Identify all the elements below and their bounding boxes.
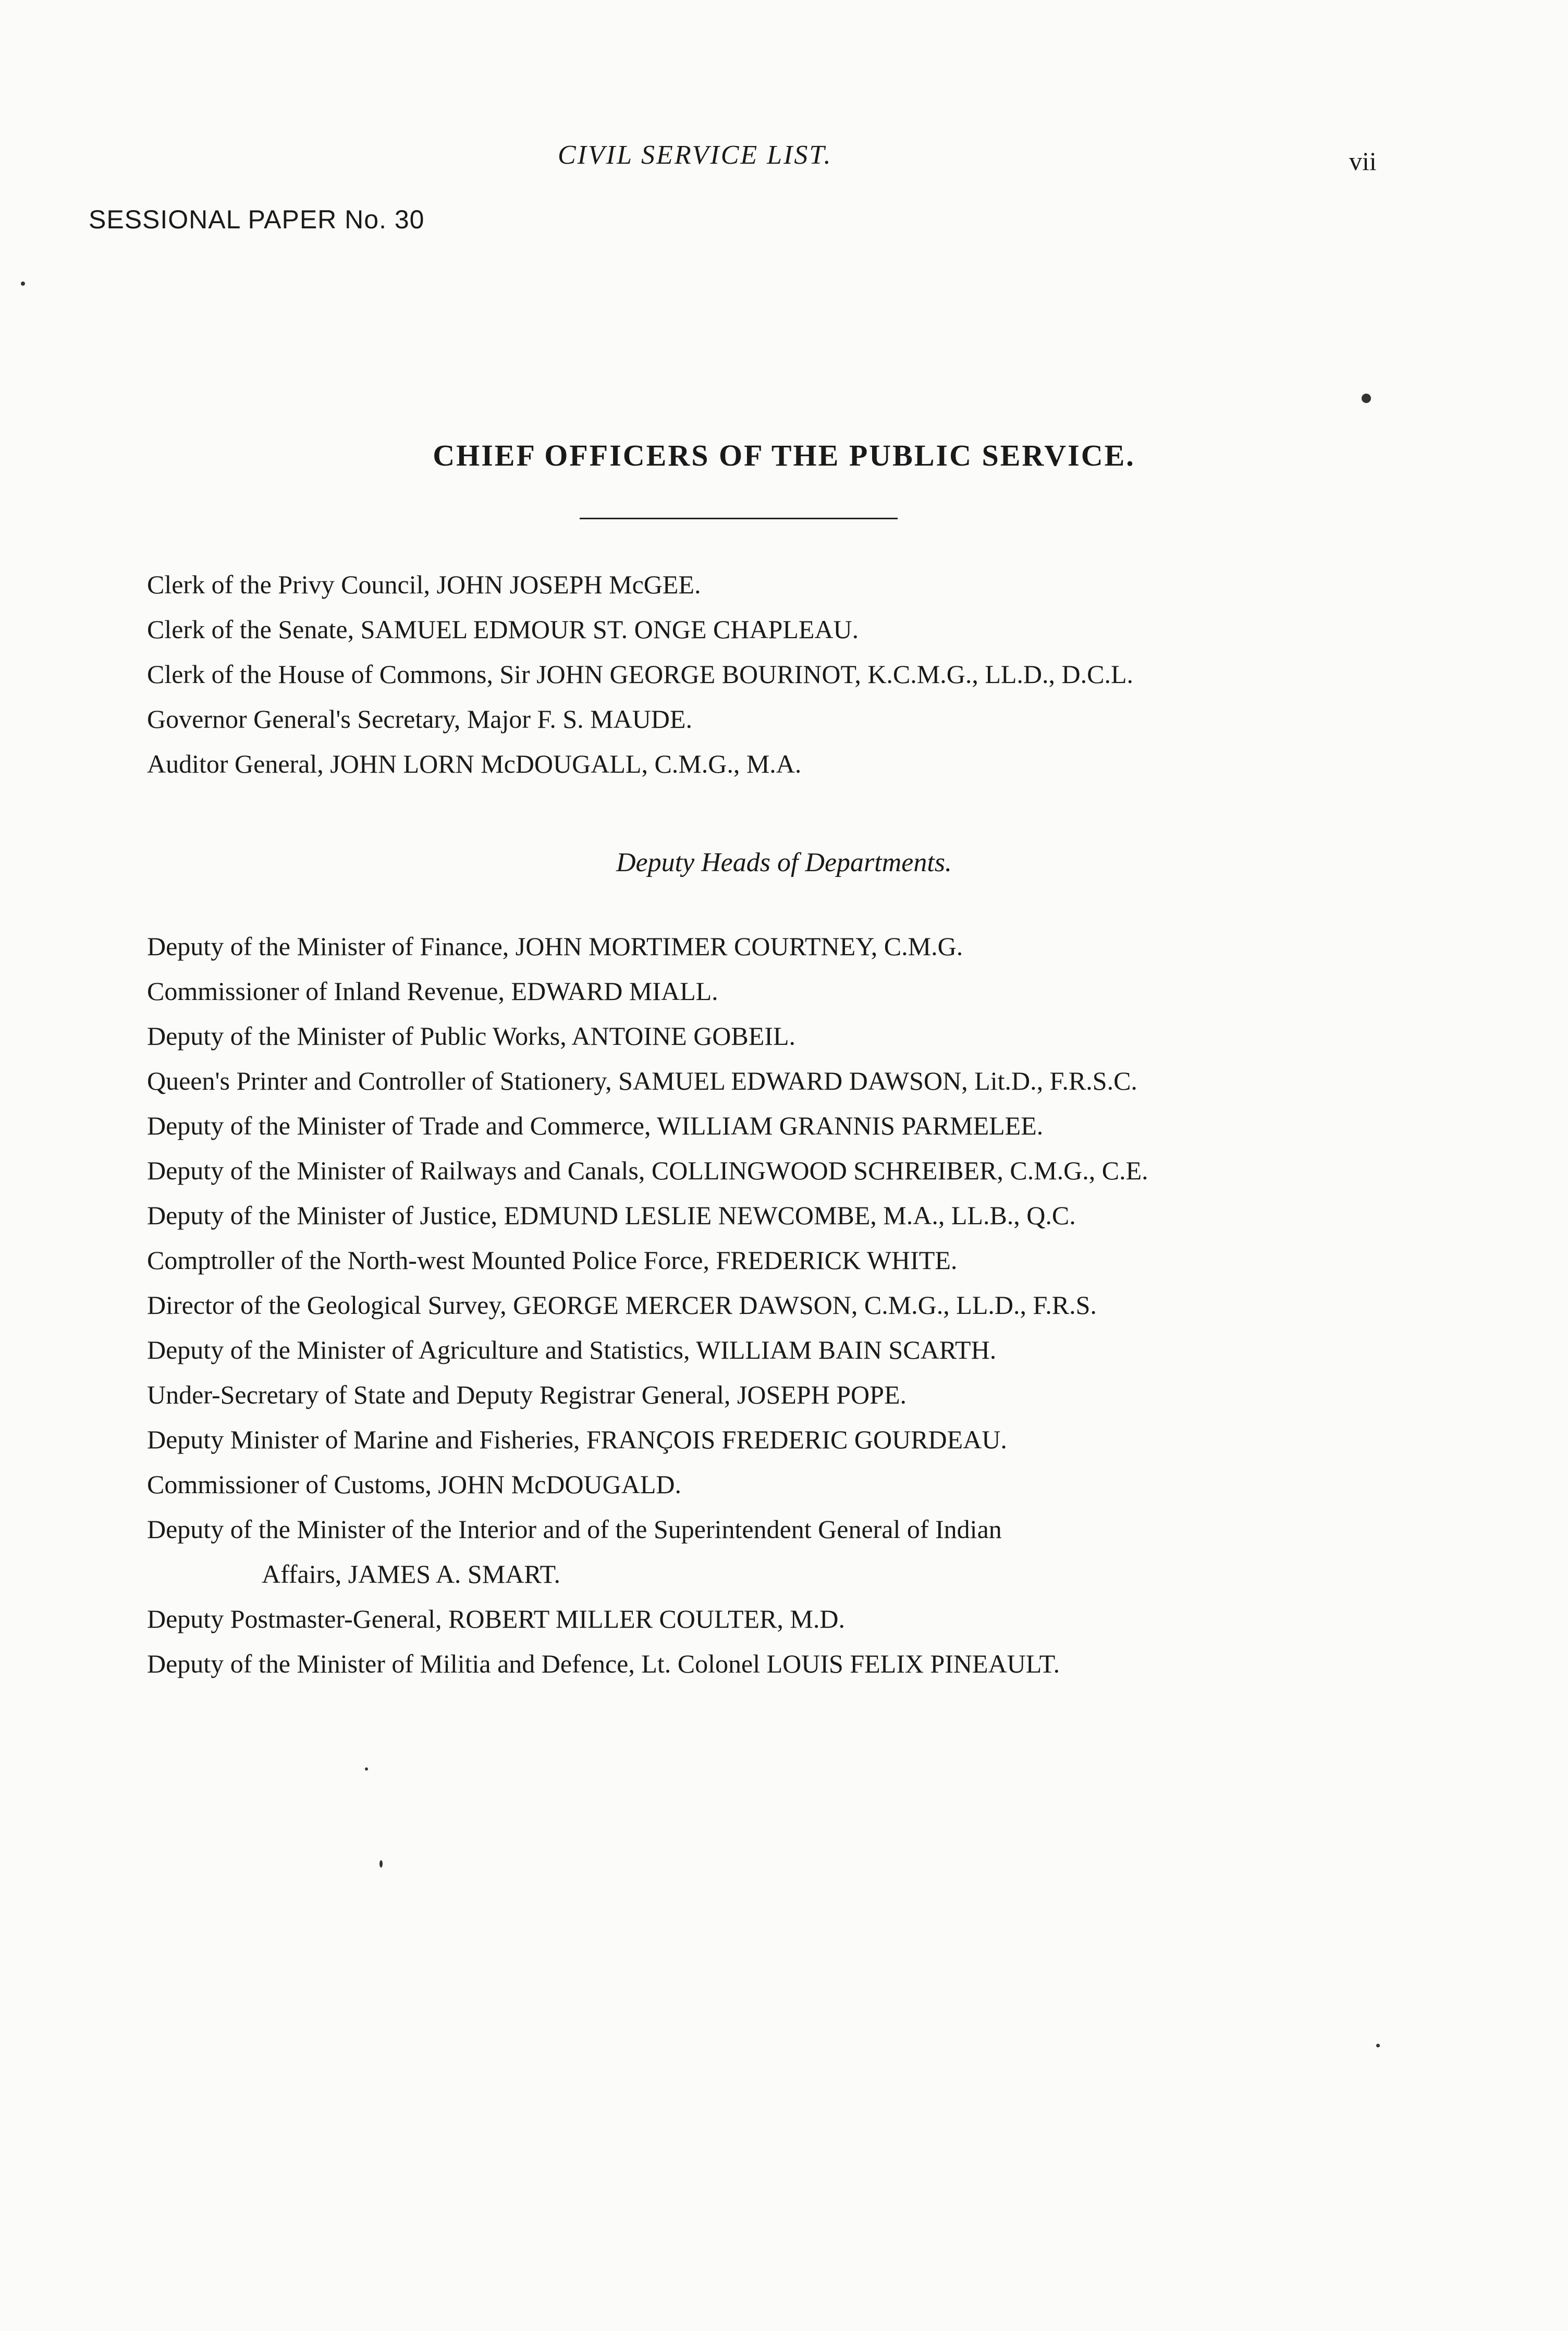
sessional-paper-label: SESSIONAL PAPER No. 30	[89, 205, 425, 234]
list-item: Director of the Geological Survey, GEORGE MERCER DAWSON, C.M.G., LL.D., F.R.S.	[147, 1290, 1097, 1320]
title-rule	[580, 518, 898, 519]
list-item: Commissioner of Inland Revenue, EDWARD MIALL.	[147, 977, 718, 1006]
officers-list	[147, 562, 1398, 786]
list-item: Deputy Minister of Marine and Fisheries, FRANÇOIS FREDERIC GOURDEAU.	[147, 1425, 1007, 1454]
list-item: Governor General's Secretary, Major F. S. MAUDE.	[147, 704, 692, 734]
list-item: Auditor General, JOHN LORN McDOUGALL, C.M.G., M.A.	[147, 749, 802, 778]
list-item: Commissioner of Customs, JOHN McDOUGALD.	[147, 1470, 681, 1499]
ink-speck	[1362, 394, 1371, 403]
list-item: Deputy of the Minister of Railways and Canals, COLLINGWOOD SCHREIBER, C.M.G., C.E.	[147, 1156, 1148, 1185]
list-item: Clerk of the House of Commons, Sir JOHN GEORGE BOURINOT, K.C.M.G., LL.D., D.C.L.	[147, 660, 1134, 689]
list-item: Deputy of the Minister of Finance, JOHN MORTIMER COURTNEY, C.M.G.	[147, 932, 963, 961]
list-item: Deputy of the Minister of Agriculture and Statistics, WILLIAM BAIN SCARTH.	[147, 1335, 997, 1364]
list-item: Deputy of the Minister of Militia and Defence, Lt. Colonel LOUIS FELIX PINEAULT.	[147, 1649, 1060, 1678]
list-item	[147, 1507, 1398, 1596]
ink-speck	[1376, 2044, 1380, 2047]
list-item-continuation: Affairs, JAMES A. SMART.	[262, 1559, 560, 1589]
ink-speck	[365, 1767, 368, 1771]
list-item-line: Deputy of the Minister of the Interior and of the Superintendent General of Indian	[147, 1515, 1002, 1544]
list-item: Deputy of the Minister of Trade and Commerce, WILLIAM GRANNIS PARMELEE.	[147, 1111, 1044, 1140]
list-item: Under-Secretary of State and Deputy Registrar General, JOSEPH POPE.	[147, 1380, 906, 1409]
list-item: Comptroller of the North-west Mounted Police Force, FREDERICK WHITE.	[147, 1246, 958, 1275]
list-item: Deputy of the Minister of Public Works, ANTOINE GOBEIL.	[147, 1021, 795, 1051]
section-heading: Deputy Heads of Departments.	[616, 848, 952, 877]
list-item: Queen's Printer and Controller of Stationery, SAMUEL EDWARD DAWSON, Lit.D., F.R.S.C.	[147, 1066, 1137, 1095]
list-item: Clerk of the Senate, SAMUEL EDMOUR ST. ONGE CHAPLEAU.	[147, 615, 859, 644]
page-title: CHIEF OFFICERS OF THE PUBLIC SERVICE.	[433, 438, 1135, 472]
deputies-list	[147, 924, 1398, 1686]
ink-speck	[379, 1860, 383, 1868]
ink-speck	[21, 282, 25, 286]
list-item: Clerk of the Privy Council, JOHN JOSEPH McGEE.	[147, 570, 701, 599]
list-item: Deputy of the Minister of Justice, EDMUND LESLIE NEWCOMBE, M.A., LL.B., Q.C.	[147, 1201, 1076, 1230]
list-item: Deputy Postmaster-General, ROBERT MILLER COULTER, M.D.	[147, 1604, 845, 1633]
running-head: CIVIL SERVICE LIST.	[558, 140, 832, 170]
page-number: vii	[1349, 147, 1377, 176]
